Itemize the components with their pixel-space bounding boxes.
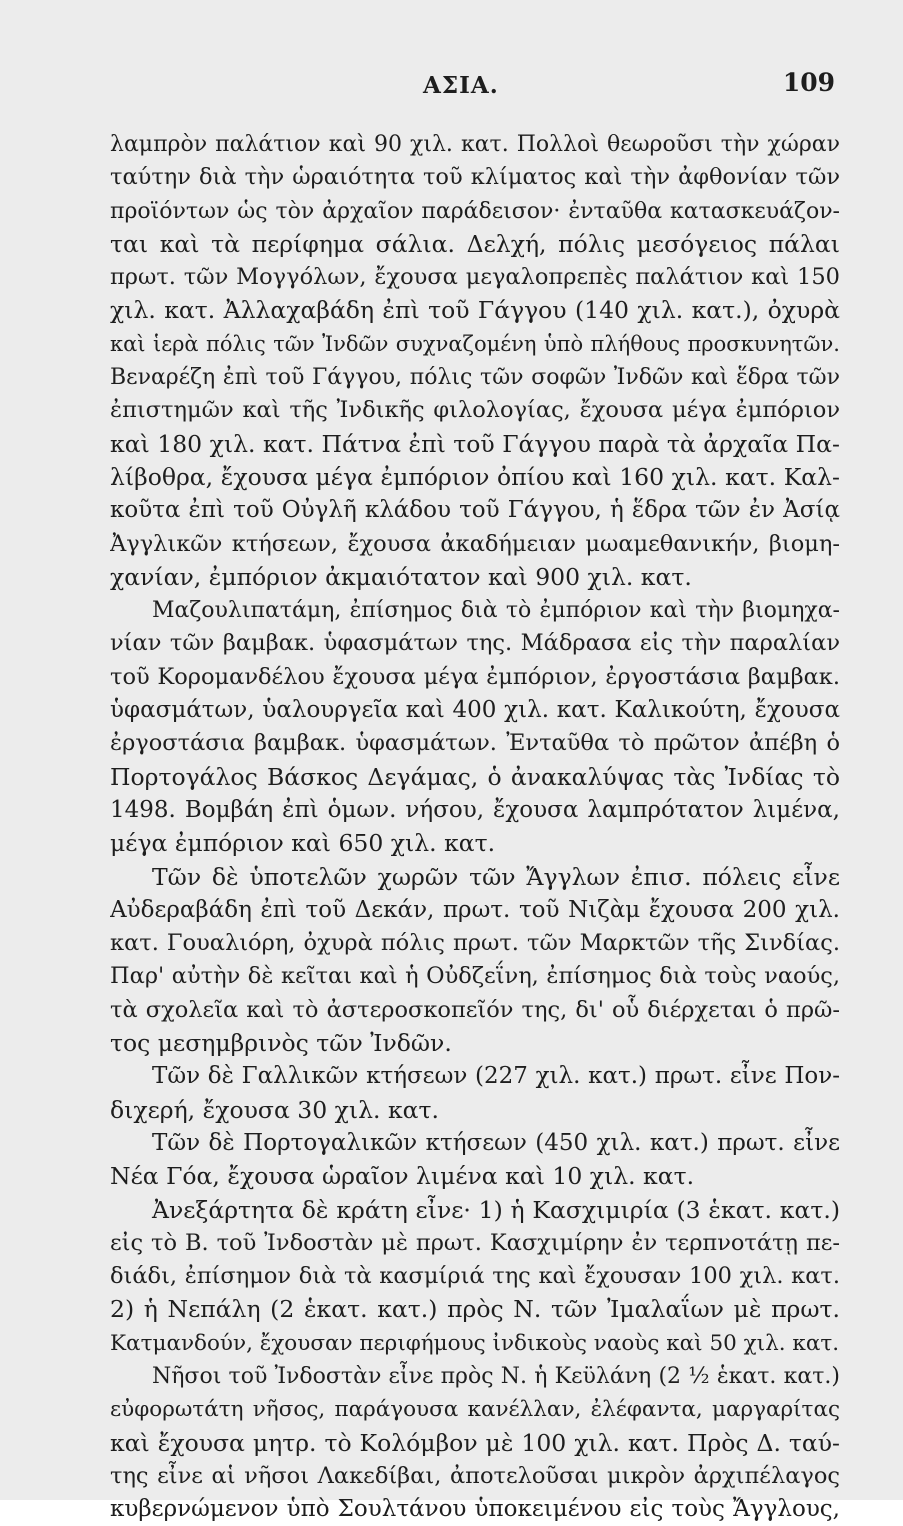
- text-line: τοῦ Κορομανδέλου ἔχουσα μέγα ἐμπόριον, ἐργοστάσια βαμβακ.: [110, 663, 840, 690]
- text-line: τος μεσημβρινὸς τῶν Ἰνδῶν.: [110, 1029, 452, 1058]
- text-line: χιλ. κατ. Ἀλλαχαβάδη ἐπὶ τοῦ Γάγγου (140 χιλ. κατ.), ὀχυρὰ: [110, 296, 840, 325]
- text-line: πρωτ. τῶν Μογγόλων, ἔχουσα μεγαλοπρεπὲς παλάτιον καὶ 150: [110, 264, 840, 291]
- text-line: Νῆσοι τοῦ Ἰνδοστὰν εἶνε πρὸς Ν. ἡ Κεϋλάνη (2 ½ ἑκατ. κατ.): [152, 1363, 840, 1389]
- text-line: Αὐδεραβάδη ἐπὶ τοῦ Δεκάν, πρωτ. τοῦ Νιζὰμ ἔχουσα 200 χιλ.: [110, 896, 840, 923]
- text-line: Ἀνεξάρτητα δὲ κράτη εἶνε· 1) ἡ Κασχιμιρία (3 ἑκατ. κατ.): [152, 1195, 840, 1224]
- text-line: Πορτογάλος Βάσκος Δεγάμας, ὁ ἀνακαλύψας τὰς Ἰνδίας τὸ: [110, 762, 840, 791]
- text-line: 1498. Βομβάη ἐπὶ ὁμων. νήσου, ἔχουσα λαμπρότατον λιμένα,: [110, 796, 840, 823]
- text-line: Κατμανδούν, ἔχουσαν περιφήμους ἰνδικοὺς ναοὺς καὶ 50 χιλ. κατ.: [110, 1330, 840, 1356]
- text-line: διάδι, ἐπίσημον διὰ τὰ κασμίριά της καὶ ἔχουσαν 100 χιλ. κατ.: [110, 1263, 840, 1290]
- text-line: τὰ σχολεῖα καὶ τὸ ἀστεροσκοπεῖόν της, δι' οὗ διέρχεται ὁ πρῶ-: [110, 996, 840, 1023]
- text-line: καὶ ἔχουσα μητρ. τὸ Κολόμβον μὲ 100 χιλ. κατ. Πρὸς Δ. ταύ-: [110, 1428, 840, 1457]
- text-line: ταύτην διὰ τὴν ὡραιότητα τοῦ κλίματος καὶ τὴν ἀφθονίαν τῶν: [110, 164, 840, 191]
- text-line: ται καὶ τὰ περίφημα σάλια. Δελχή, πόλις μεσόγειος πάλαι: [110, 229, 840, 258]
- text-line: λαμπρὸν παλάτιον καὶ 90 χιλ. κατ. Πολλοὶ θεωροῦσι τὴν χώραν: [110, 132, 840, 157]
- text-line: εἰς τὸ Β. τοῦ Ἰνδοστὰν μὲ πρωτ. Κασχιμίρην ἐν τερπνοτάτῃ πε-: [110, 1229, 840, 1256]
- text-line: εὐφορωτάτη νῆσος, παράγουσα κανέλλαν, ἐλέφαντα, μαργαρίτας: [110, 1397, 840, 1423]
- text-line: Παρ' αὐτὴν δὲ κεῖται καὶ ἡ Οὐδζεΐνη, ἐπίσημος διὰ τοὺς ναούς,: [110, 963, 840, 990]
- text-line: Τῶν δὲ Γαλλικῶν κτήσεων (227 χιλ. κατ.) πρωτ. εἶνε Πον-: [152, 1063, 840, 1090]
- text-line: Μαζουλιπατάμη, ἐπίσημος διὰ τὸ ἐμπόριον καὶ τὴν βιομηχα-: [152, 598, 840, 624]
- text-line: Τῶν δὲ ὑποτελῶν χωρῶν τῶν Ἄγγλων ἐπισ. πόλεις εἶνε: [152, 862, 840, 891]
- text-line: ὑφασμάτων, ὑαλουργεῖα καὶ 400 χιλ. κατ. Καλικούτη, ἔχουσα: [110, 697, 840, 724]
- text-line: Νέα Γόα, ἔχουσα ὡραῖον λιμένα καὶ 10 χιλ. κατ.: [110, 1162, 695, 1191]
- page-number: 109: [782, 68, 835, 97]
- text-line: καὶ 180 χιλ. κατ. Πάτνα ἐπὶ τοῦ Γάγγου παρὰ τὰ ἀρχαῖα Πα-: [110, 429, 840, 458]
- text-line: διχερή, ἔχουσα 30 χιλ. κατ.: [110, 1095, 439, 1124]
- text-line: προϊόντων ὡς τὸν ἀρχαῖον παράδεισον· ἐνταῦθα κατασκευάζον-: [110, 198, 840, 224]
- text-line: κοῦτα ἐπὶ τοῦ Οὐγλῆ κλάδου τοῦ Γάγγου, ἡ ἕδρα τῶν ἐν Ἀσίᾳ: [110, 497, 840, 524]
- text-line: μέγα ἐμπόριον καὶ 650 χιλ. κατ.: [110, 829, 496, 858]
- running-title: ΑΣΙΑ.: [423, 72, 499, 99]
- text-line: κυβερνώμενον ὑπὸ Σουλτάνου ὑποκειμένου εἰς τοὺς Ἄγγλους,: [110, 1496, 840, 1523]
- text-line: Τῶν δὲ Πορτογαλικῶν κτήσεων (450 χιλ. κατ.) πρωτ. εἶνε: [152, 1129, 840, 1156]
- text-line: Βεναρέζη ἐπὶ τοῦ Γάγγου, πόλις τῶν σοφῶν Ἰνδῶν καὶ ἕδρα τῶν: [110, 365, 840, 391]
- text-line: ἐπιστημῶν καὶ τῆς Ἰνδικῆς φιλολογίας, ἔχουσα μέγα ἐμπόριον: [110, 397, 840, 424]
- text-line: 2) ἡ Νεπάλη (2 ἑκατ. κατ.) πρὸς Ν. τῶν Ἰμαλαΐων μὲ πρωτ.: [110, 1295, 840, 1324]
- text-line: χανίαν, ἐμπόριον ἀκμαιότατον καὶ 900 χιλ. κατ.: [110, 562, 692, 591]
- text-line: νίαν τῶν βαμβακ. ὑφασμάτων της. Μάδρασα εἰς τὴν παραλίαν: [110, 630, 840, 657]
- text-line: κατ. Γουαλιόρη, ὀχυρὰ πόλις πρωτ. τῶν Μαρκτῶν τῆς Σινδίας.: [110, 930, 840, 957]
- body-text: [110, 128, 840, 1526]
- text-line: Ἀγγλικῶν κτήσεων, ἔχουσα ἀκαδήμειαν μωαμεθανικήν, βιομη-: [110, 530, 840, 557]
- text-line: καὶ ἱερὰ πόλις τῶν Ἰνδῶν συχναζομένη ὑπὸ πλήθους προσκυνητῶν.: [110, 331, 840, 356]
- page-header: [105, 68, 835, 112]
- text-line: λίβοθρα, ἔχουσα μέγα ἐμπόριον ὀπίου καὶ 160 χιλ. κατ. Καλ-: [110, 462, 840, 491]
- text-line: της εἶνε αἱ νῆσοι Λακεδίβαι, ἀποτελοῦσαι μικρὸν ἀρχιπέλαγος: [110, 1462, 840, 1489]
- text-line: ἐργοστάσια βαμβακ. ὑφασμάτων. Ἐνταῦθα τὸ πρῶτον ἀπέβη ὁ: [110, 730, 840, 757]
